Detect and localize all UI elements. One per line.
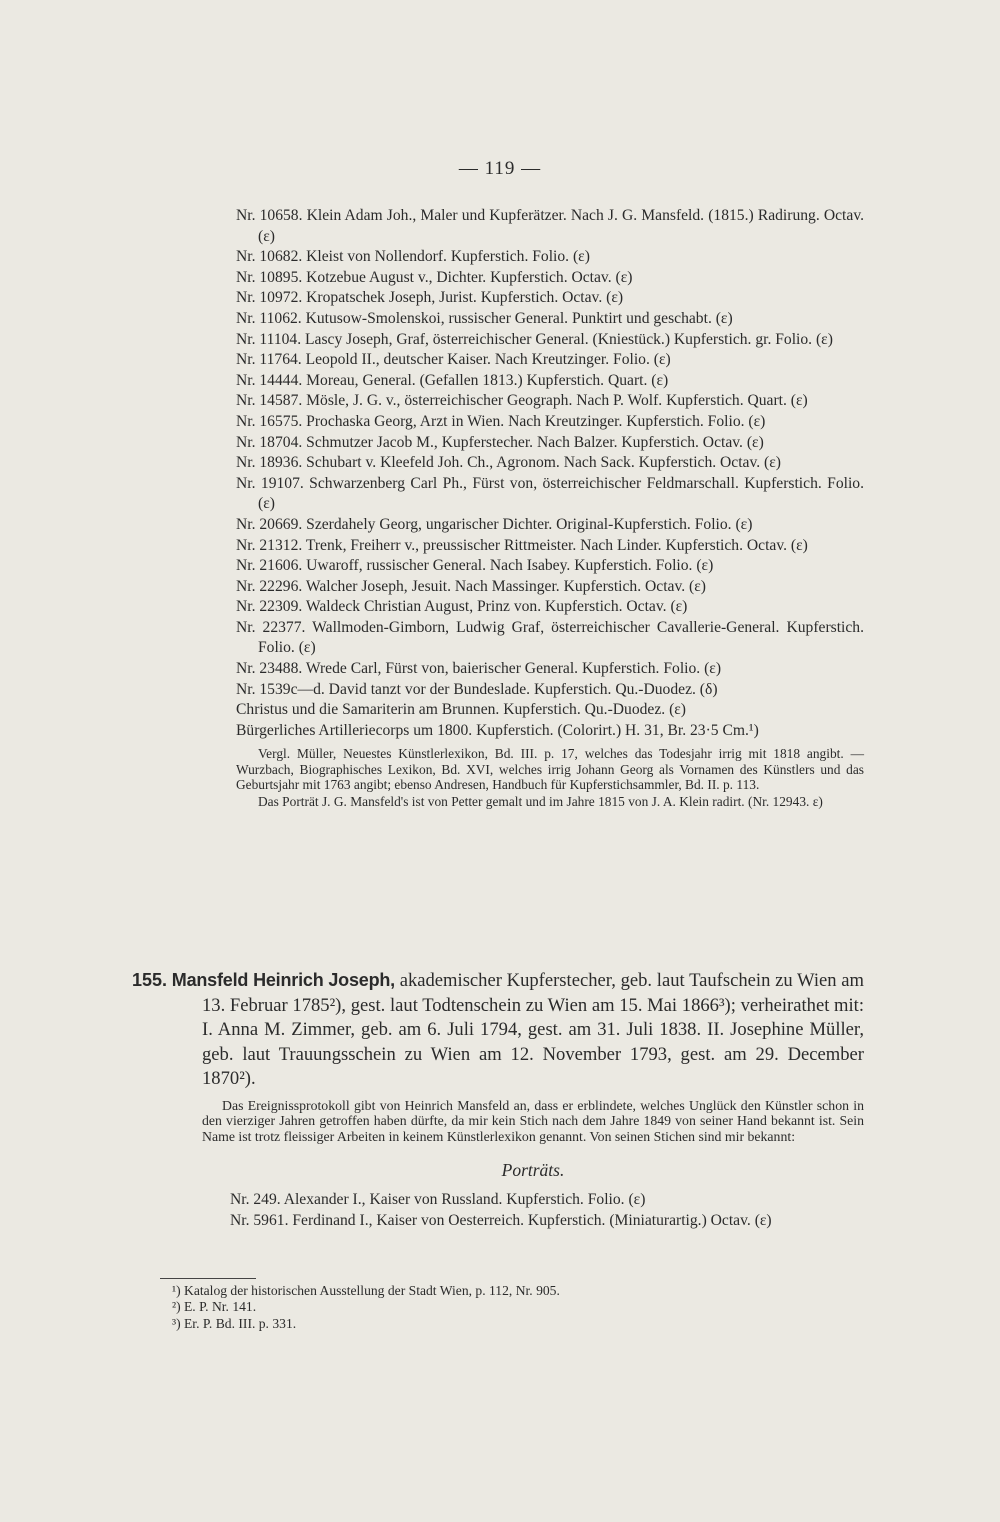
entry: Nr. 22296. Walcher Joseph, Jesuit. Nach Massinger. Kupferstich. Octav. (ε) [236, 577, 706, 595]
footnote: ¹) Katalog der historischen Ausstellung der Stadt Wien, p. 112, Nr. 905. [172, 1283, 560, 1298]
entry: Nr. 14444. Moreau, General. (Gefallen 1813.) Kupferstich. Quart. (ε) [236, 371, 669, 389]
entry-notes [236, 746, 864, 809]
entry: Nr. 1539c—d. David tanzt vor der Bundeslade. Kupferstich. Qu.-Duodez. (δ) [236, 680, 718, 698]
entry-unnumbered: Christus und die Samariterin am Brunnen. Kupferstich. Qu.-Duodez. (ε) [236, 701, 687, 719]
note-paragraph: Das Porträt J. G. Mansfeld's ist von Petter gemalt und im Jahre 1815 von J. A. Klein radirt. (Nr. 12943. ε) [258, 793, 823, 809]
section-heading: Porträts. [501, 1160, 565, 1181]
article-name: Mansfeld Heinrich Joseph, [171, 970, 395, 990]
entry: Nr. 21606. Uwaroff, russischer General. Nach Isabey. Kupferstich. Folio. (ε) [236, 557, 714, 575]
entry: Nr. 21312. Trenk, Freiherr v., preussischer Rittmeister. Nach Linder. Kupferstich. Octav. (ε) [236, 536, 808, 554]
entry: Nr. 14587. Mösle, J. G. v., österreichischer Geograph. Nach P. Wolf. Kupferstich. Quart. (ε) [236, 392, 808, 410]
portrait-list [230, 1189, 864, 1231]
note-paragraph: Vergl. Müller, Neuestes Künstlerlexikon, Bd. III. p. 17, welches das Todesjahr irrig mit 1818 angibt. — Wurzbach, Biographisches Lexikon, Bd. XVI, welches irrig Johann Georg als Vornamen des Künstlers und das Geburtsjahr mit 1763 angibt; ebenso Andresen, Handbuch für Kupferstichsammler, Bd. II. p. 113. [236, 746, 864, 793]
article-heading [132, 968, 864, 1092]
entry: Nr. 18704. Schmutzer Jacob M., Kupferstecher. Nach Balzer. Kupferstich. Octav. (ε) [236, 433, 764, 451]
entry: Nr. 10972. Kropatschek Joseph, Jurist. Kupferstich. Octav. (ε) [236, 289, 624, 307]
entry: Nr. 19107. Schwarzenberg Carl Ph., Fürst von, österreichischer Feldmarschall. Kupferstich. Folio. (ε) [236, 474, 864, 513]
footnote: ²) E. P. Nr. 141. [172, 1299, 257, 1315]
entry: Nr. 22377. Wallmoden-Gimborn, Ludwig Graf, österreichischer Cavallerie-General. Kupferstich. Folio. (ε) [236, 618, 864, 657]
footnotes [172, 1283, 812, 1332]
entry: Nr. 10658. Klein Adam Joh., Maler und Kupferätzer. Nach J. G. Mansfeld. (1815.) Radirung. Octav. (ε) [236, 207, 864, 245]
entry: Nr. 11104. Lascy Joseph, Graf, österreichischer General. (Kniestück.) Kupferstich. gr. Folio. (ε) [236, 330, 833, 348]
portrait-entry: Nr. 5961. Ferdinand I., Kaiser von Oesterreich. Kupferstich. (Miniaturartig.) Octav. (ε) [230, 1211, 772, 1229]
entry: Nr. 11764. Leopold II., deutscher Kaiser. Nach Kreutzinger. Folio. (ε) [236, 351, 671, 369]
portrait-entry: Nr. 249. Alexander I., Kaiser von Russland. Kupferstich. Folio. (ε) [230, 1190, 646, 1208]
entry: Nr. 23488. Wrede Carl, Fürst von, baierischer General. Kupferstich. Folio. (ε) [236, 660, 722, 678]
entry: Nr. 11062. Kutusow-Smolenskoi, russischer General. Punktirt und geschabt. (ε) [236, 309, 733, 327]
article-note: Das Ereignissprotokoll gibt von Heinrich Mansfeld an, dass er erblindete, welches Unglück den Künstler schon in den vierziger Jahren getroffen haben dürfte, da mir kein Stich nach dem Jahre 1849 von seiner Hand bekannt ist. Sein Name ist trotz fleissiger Arbeiten in keinem Künstlerlexikon genannt. Von seinen Stichen sind mir bekannt: [202, 1097, 864, 1144]
article-text: akademischer Kupferstecher, geb. laut Taufschein zu Wien am 13. Februar 1785²), gest. laut Todtenschein zu Wien am 15. Mai 1866³); verheirathet mit: I. Anna M. Zimmer, geb. am 6. Juli 1794, gest. am 31. Juli 1838. II. Josephine Müller, geb. laut Trauungsschein zu Wien am 12. November 1793, gest. am 29. December 1870²). [202, 970, 864, 1089]
entry: Nr. 20669. Szerdahely Georg, ungarischer Dichter. Original-Kupferstich. Folio. (ε) [236, 515, 753, 533]
article-155 [132, 968, 864, 1231]
footnote: ³) Er. P. Bd. III. p. 331. [172, 1315, 297, 1331]
entry: Nr. 10895. Kotzebue August v., Dichter. Kupferstich. Octav. (ε) [236, 268, 633, 286]
entry: Nr. 18936. Schubart v. Kleefeld Joh. Ch., Agronom. Nach Sack. Kupferstich. Octav. (ε) [236, 454, 781, 472]
entry: Nr. 16575. Prochaska Georg, Arzt in Wien. Nach Kreutzinger. Kupferstich. Folio. (ε) [236, 412, 766, 430]
page-number: — 119 — [458, 158, 542, 179]
footnote-rule [160, 1278, 256, 1279]
entry-unnumbered: Bürgerliches Artilleriecorps um 1800. Kupferstich. (Colorirt.) H. 31, Br. 23·5 Cm.¹) [236, 721, 759, 739]
entry: Nr. 10682. Kleist von Nollendorf. Kupferstich. Folio. (ε) [236, 248, 590, 266]
article-number: 155. [132, 970, 168, 990]
catalog-entries [236, 206, 864, 809]
entry: Nr. 22309. Waldeck Christian August, Prinz von. Kupferstich. Octav. (ε) [236, 598, 688, 616]
